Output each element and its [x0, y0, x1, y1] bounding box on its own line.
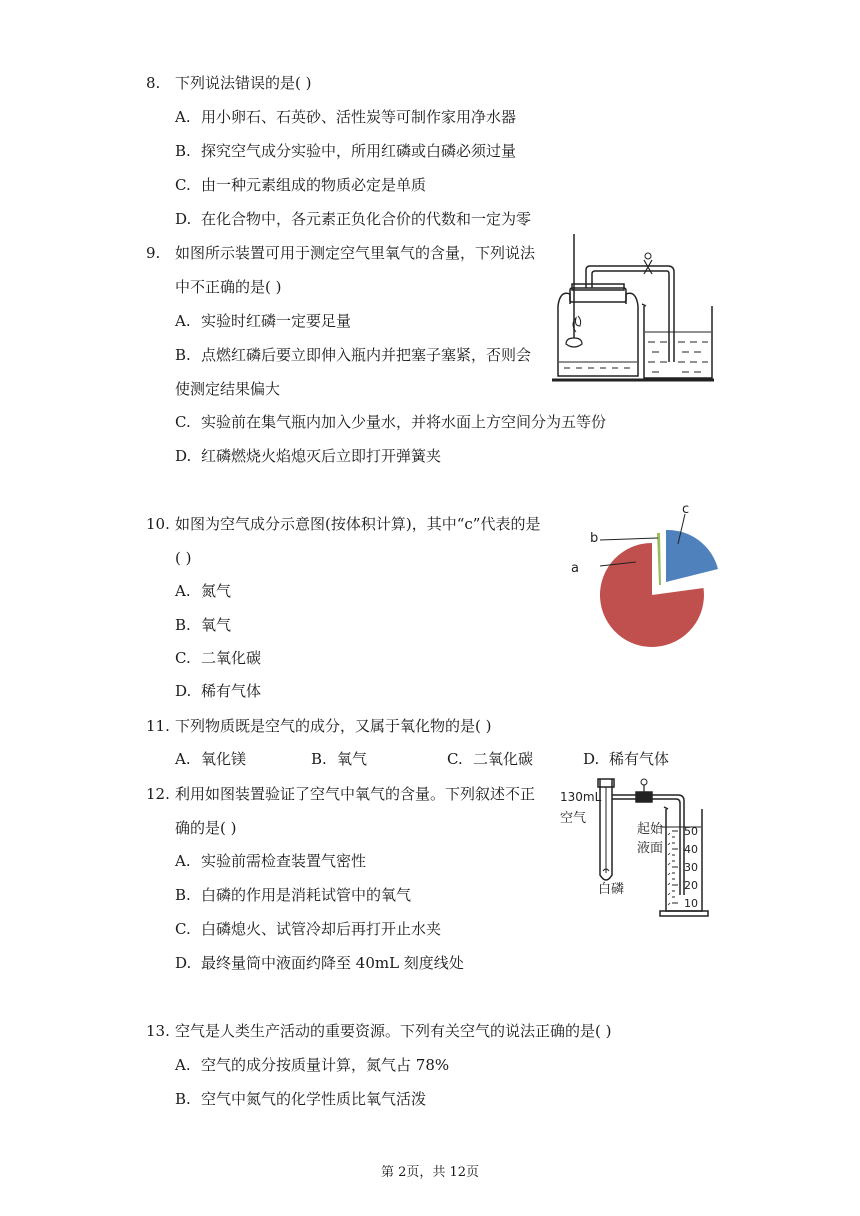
- option-d: D. 稀有气体: [175, 682, 262, 700]
- option-d: D. 最终量筒中液面约降至 40mL 刻度线处: [175, 954, 464, 972]
- option-b: B. 探究空气成分实验中，所用红磷或白磷必须过量: [175, 142, 517, 160]
- air-composition-pie-figure: [560, 500, 730, 660]
- question-number: 13.: [146, 1022, 170, 1040]
- option-a: A. 空气的成分按质量计算，氮气占 78%: [175, 1056, 450, 1074]
- option-a: A. 氮气: [175, 582, 232, 600]
- option-a: A. 实验前需检查装置气密性: [175, 852, 367, 870]
- question-stem-line1: 如图为空气成分示意图(按体积计算)，其中“c”代表的是: [175, 515, 541, 533]
- question-stem-line1: 如图所示装置可用于测定空气里氧气的含量，下列说法: [175, 244, 536, 262]
- option-b: B. 点燃红磷后要立即伸入瓶内并把塞子塞紧，否则会: [175, 346, 532, 364]
- tube-phosphorus-label: 白磷: [598, 882, 625, 897]
- question-stem: 空气是人类生产活动的重要资源。下列有关空气的说法正确的是( ): [175, 1022, 612, 1040]
- option-d: D. 稀有气体: [583, 750, 670, 768]
- question-stem: 下列物质既是空气的成分，又属于氧化物的是( ): [175, 717, 492, 735]
- option-b: B. 氧气: [175, 616, 232, 634]
- option-c: C. 白磷熄火、试管冷却后再打开止水夹: [175, 920, 442, 938]
- pie-sector-c: [666, 530, 718, 582]
- pie-label-a: a: [571, 561, 579, 576]
- page-footer: 第 2页，共 12页: [380, 1165, 480, 1180]
- question-number: 11.: [146, 717, 170, 735]
- start-level-label-2: 液面: [637, 841, 664, 856]
- option-b-continued: 使测定结果偏大: [175, 380, 281, 398]
- start-level-label-1: 起始: [637, 822, 664, 837]
- scale-label-50: 50: [684, 825, 698, 838]
- option-d: D. 红磷燃烧火焰熄灭后立即打开弹簧夹: [175, 447, 442, 465]
- scale-label-30: 30: [684, 861, 698, 874]
- question-number: 8.: [146, 74, 161, 92]
- option-b: B. 氧气: [311, 750, 368, 768]
- option-b: B. 白磷的作用是消耗试管中的氧气: [175, 886, 412, 904]
- option-c: C. 二氧化碳: [447, 750, 534, 768]
- scale-label-10: 10: [684, 897, 698, 910]
- option-d: D. 在化合物中，各元素正负化合价的代数和一定为零: [175, 210, 532, 228]
- question-number: 12.: [146, 785, 170, 803]
- pie-label-b: b: [590, 531, 599, 546]
- question-stem-line1: 利用如图装置验证了空气中氧气的含量。下列叙述不正: [175, 785, 536, 803]
- option-c: C. 二氧化碳: [175, 649, 262, 667]
- option-b: B. 空气中氮气的化学性质比氧气活泼: [175, 1090, 427, 1108]
- pie-sector-b: [657, 533, 661, 585]
- option-a: A. 用小卵石、石英砂、活性炭等可制作家用净水器: [175, 108, 517, 126]
- question-number: 9.: [146, 244, 161, 262]
- tube-volume-label: 130mL: [560, 790, 602, 804]
- scale-label-20: 20: [684, 879, 698, 892]
- pie-label-c: c: [682, 502, 690, 517]
- oxygen-measurement-apparatus-figure: [548, 230, 718, 385]
- option-a: A. 实验时红磷一定要足量: [175, 312, 352, 330]
- test-tube-cylinder-figure: [556, 775, 726, 920]
- option-c: C. 实验前在集气瓶内加入少量水，并将水面上方空间分为五等份: [175, 413, 607, 431]
- question-stem-line2: 确的是( ): [175, 819, 237, 837]
- scale-label-40: 40: [684, 843, 698, 856]
- option-c: C. 由一种元素组成的物质必定是单质: [175, 176, 427, 194]
- question-number: 10.: [146, 515, 170, 533]
- tube-air-label: 空气: [560, 811, 587, 826]
- question-stem-line2: 中不正确的是( ): [175, 278, 282, 296]
- question-stem-line2: ( ): [175, 549, 192, 567]
- option-a: A. 氧化镁: [175, 750, 247, 768]
- question-stem: 下列说法错误的是( ): [175, 74, 312, 92]
